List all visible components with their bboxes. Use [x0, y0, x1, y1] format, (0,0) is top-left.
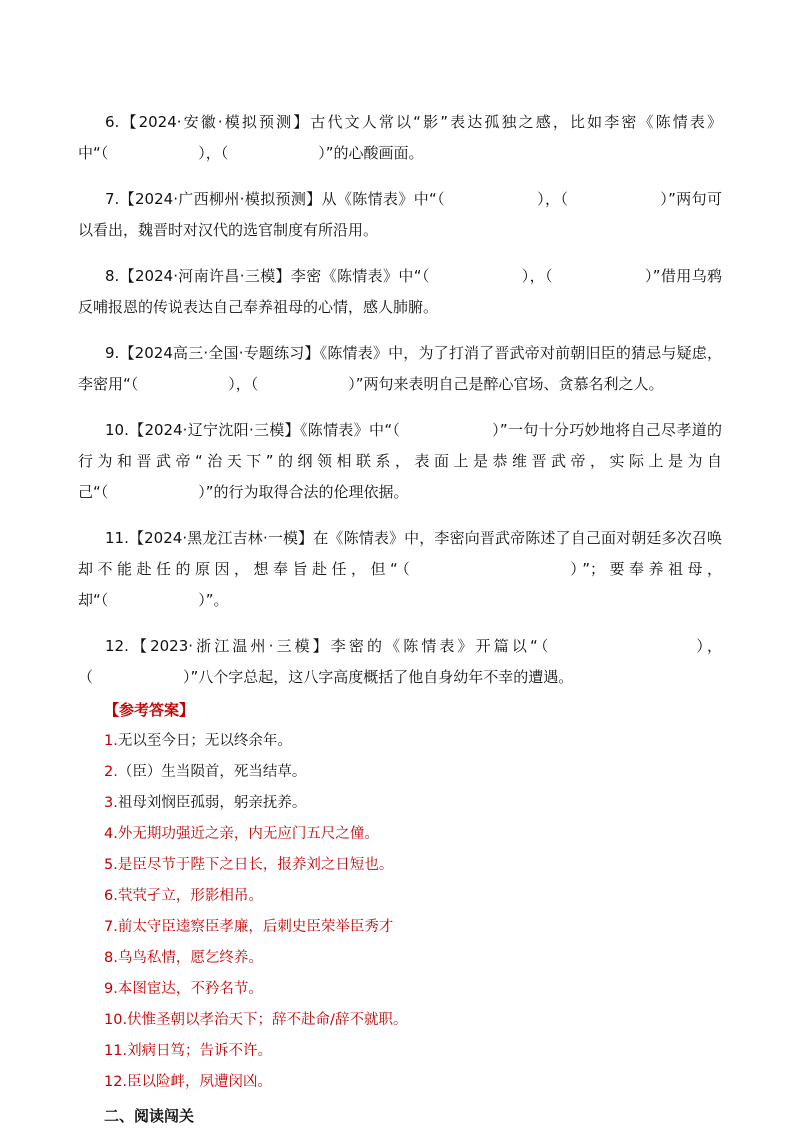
answer-text: 茕茕孑立，形影相吊。: [117, 888, 263, 904]
answer-number: 10.: [104, 1012, 128, 1028]
answer-number: 3.: [104, 795, 118, 811]
answer-text: 本图宦达，不矜名节。: [117, 981, 263, 997]
answer-item: [104, 943, 794, 974]
question-item: 9.【2024高三·全国·专题练习】《陈情表》中，为了打消了晋武帝对前朝旧臣的猜忌与疑虑，李密用“（ ），（ ）”两句来表明自己是醉心官场、贪慕名利之人。: [78, 344, 722, 393]
answer-text: 前太守臣逵察臣孝廉，后刺史臣荣举臣秀才: [117, 919, 394, 935]
answer-item: [104, 726, 794, 757]
answer-number: 9.: [104, 981, 118, 997]
answer-number: 8.: [104, 950, 118, 966]
answer-number: 6.: [104, 888, 118, 904]
answer-item: [104, 974, 794, 1005]
answer-number: 4.: [104, 826, 118, 842]
answer-item: [104, 1036, 794, 1067]
answer-text: 刘病日笃；告诉不许。: [127, 1043, 273, 1059]
answer-list: [0, 726, 794, 1098]
section-heading: 二、阅读闯关: [104, 1107, 195, 1125]
content: [0, 92, 794, 1132]
question-item: 6.【2024·安徽·模拟预测】古代文人常以“影”表达孤独之感，比如李密《陈情表》中“（ ），（ ）”的心酸画面。: [78, 113, 722, 162]
answer-text: 祖母刘悯臣孤弱，躬亲抚养。: [117, 795, 307, 811]
question-list: [0, 107, 794, 693]
answer-item: [104, 850, 794, 881]
answer-text: 伏惟圣朝以孝治天下；辞不赴命/辞不就职。: [127, 1012, 408, 1028]
question-item: 11.【2024·黑龙江吉林·一模】在《陈情表》中，李密向晋武帝陈述了自己面对朝廷多次召唤却不能赴任的原因，想奉旨赴任，但“（ ）”；要奉养祖母，却“（ ）”。: [78, 529, 722, 609]
question-item: 7.【2024·广西柳州·模拟预测】从《陈情表》中“（ ），（ ）”两句可以看出，魏晋时对汉代的选官制度有所沿用。: [78, 190, 722, 239]
answer-item: [104, 912, 794, 943]
answer-text: （臣）生当陨首，死当结草。: [117, 764, 307, 780]
question-item: 12.【2023·浙江温州·三模】李密的《陈情表》开篇以“（ ），（ ）”八个字总起，这八字高度概括了他自身幼年不幸的遭遇。: [78, 637, 722, 686]
answer-number: 12.: [104, 1074, 128, 1090]
answer-text: 是臣尽节于陛下之日长，报养刘之日短也。: [117, 857, 394, 873]
answer-number: 11.: [104, 1043, 128, 1059]
answer-text: 无以至今日；无以终余年。: [117, 733, 292, 749]
answer-text: 外无期功强近之亲，内无应门五尺之僮。: [117, 826, 379, 842]
answer-item: [104, 819, 794, 850]
answer-number: 7.: [104, 919, 118, 935]
answer-number: 5.: [104, 857, 118, 873]
question-item: 8.【2024·河南许昌·三模】李密《陈情表》中“（ ），（ ）”借用乌鸦反哺报恩的传说表达自己奉养祖母的心情，感人肺腑。: [78, 267, 722, 316]
answers-title: 【参考答案】: [104, 701, 195, 719]
answer-text: 乌鸟私情，愿乞终养。: [117, 950, 263, 966]
answer-text: 臣以险衅，夙遭闵凶。: [127, 1074, 273, 1090]
answer-item: [104, 1067, 794, 1098]
answer-number: 2.: [104, 764, 118, 780]
answer-item: [104, 788, 794, 819]
question-item: 10.【2024·辽宁沈阳·三模】《陈情表》中“（ ）”一句十分巧妙地将自己尽孝道的行为和晋武帝“治天下”的纲领相联系，表面上是恭维晋武帝，实际上是为自己“（ ）”的行为取得合法的伦理依据。: [78, 421, 722, 501]
answer-item: [104, 1005, 794, 1036]
answer-item: [104, 757, 794, 788]
answer-number: 1.: [104, 733, 118, 749]
answer-item: [104, 881, 794, 912]
